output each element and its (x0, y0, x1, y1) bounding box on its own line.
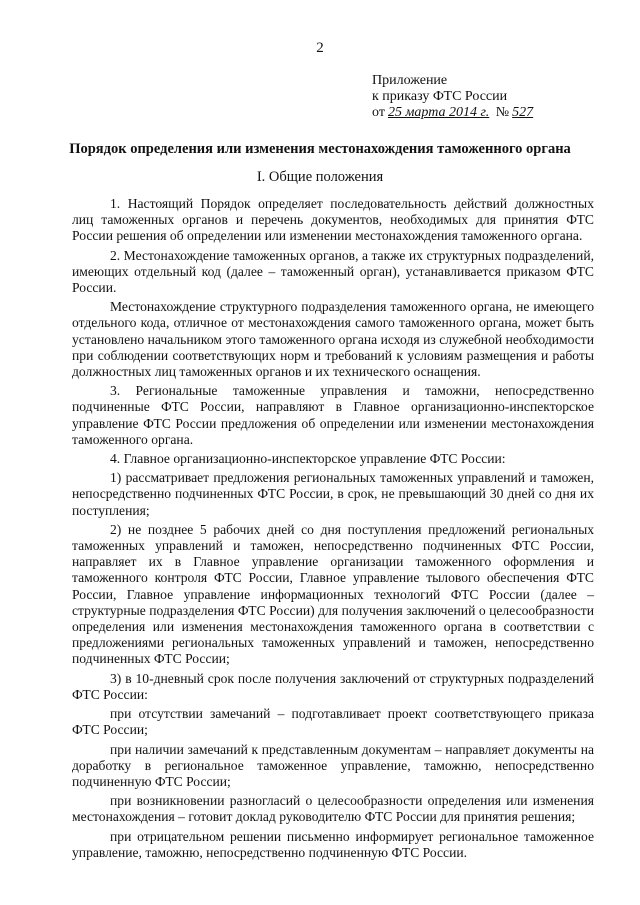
document-body (72, 196, 594, 864)
appendix-block (372, 73, 536, 121)
paragraph-2: 2. Местонахождение таможенных органов, а также их структурных подразделений, имеющих отдельный код (далее – таможенный орган), устанавливается приказом ФТС России. (72, 247, 594, 296)
number-sign: № (495, 105, 510, 120)
subitem-disagreements: при возникновении разногласий о целесообразности определения или изменения местонахождения – готовит доклад руководителю ФТС России для принятия решения; (72, 793, 594, 825)
order-number: 527 (512, 105, 534, 120)
appendix-date-line (372, 105, 536, 121)
document-title: Порядок определения или изменения местонахождения таможенного органа (69, 141, 571, 157)
paragraph-1: 1. Настоящий Порядок определяет последовательность действий должностных лиц таможенных органов и перечень документов, необходимых для принятия ФТС России решения об определении или изменении местонахождения таможенного органа. (72, 196, 594, 244)
order-date: 25 марта 2014 г. (387, 105, 490, 120)
date-prefix: от (372, 105, 385, 120)
paragraph-2-note: Местонахождение структурного подразделения таможенного органа, не имеющего отдельного кода, отличное от местонахождения самого таможенного органа, может быть установлено начальником этого таможенного органа исходя из служебной необходимости при соблюдении соответствующих норм и требований к условиям размещения и работы должностных лиц таможенных органов и их технического оснащения. (72, 299, 594, 380)
paragraph-4: 4. Главное организационно-инспекторское управление ФТС России: (110, 451, 506, 467)
subitem-negative-decision: при отрицательном решении письменно информирует региональное таможенное управление, таможню, непосредственно подчиненную ФТС России. (72, 828, 594, 860)
subitem-no-remarks: при отсутствии замечаний – подготавливает проект соответствующего приказа ФТС России; (72, 706, 594, 738)
page-number: 2 (316, 40, 324, 56)
paragraph-4-item-1: 1) рассматривает предложения региональных таможенных управлений и таможен, непосредственно подчиненных ФТС России, в срок, не превышающий 30 дней со дня их поступления; (72, 470, 594, 518)
paragraph-4-item-2: 2) не позднее 5 рабочих дней со дня поступления предложений региональных таможенных управлений и таможен, непосредственно подчиненных ФТС России, направляет их в Главное управление организации таможенного оформления и таможенного контроля ФТС России, Главное управление тылового обеспечения ФТС России, Главное управление информационных технологий ФТС России (далее – структурные подразделения ФТС России) для получения заключений о целесообразности определения или изменения местонахождения таможенного органа в соответствии с предложениями региональных таможенных управлений и таможен, непосредственно подчиненных ФТС России; (72, 521, 594, 667)
appendix-label: Приложение (372, 73, 448, 88)
paragraph-4-item-3: 3) в 10-дневный срок после получения заключений от структурных подразделений ФТС России: (72, 670, 594, 702)
paragraph-3: 3. Региональные таможенные управления и таможни, непосредственно подчиненные ФТС России, направляют в Главное организационно-инспекторское управление ФТС России предложения об определении или изменении местонахождения таможенного органа. (72, 383, 594, 447)
appendix-order-ref: к приказу ФТС России (372, 89, 508, 104)
subitem-remarks: при наличии замечаний к представленным документам – направляет документы на доработку в региональное таможенное управление, таможню, непосредственно подчиненную ФТС России; (72, 741, 594, 789)
section-heading: I. Общие положения (256, 169, 384, 185)
